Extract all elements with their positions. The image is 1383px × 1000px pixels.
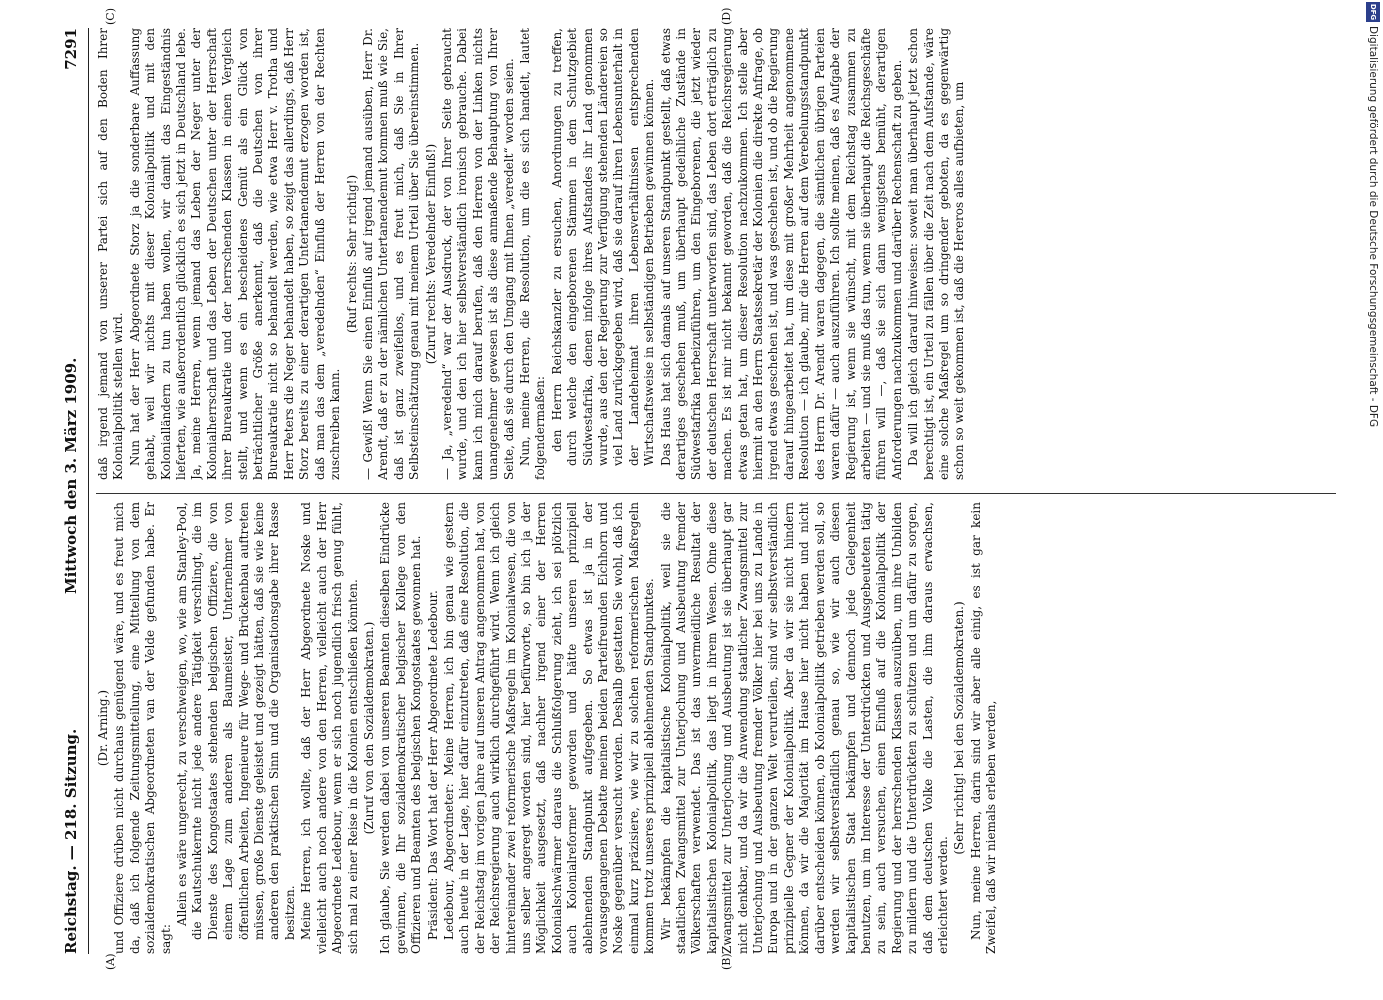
dfg-logo: DFG <box>1366 2 1380 22</box>
column-divider <box>96 493 1336 494</box>
right-column <box>96 28 1336 480</box>
speaker-paragraph: Ledebour, Abgeordneter: Meine Herren, ich bin genau wie gestern auch heute in der Lage, hier dafür einzutreten, daß eine Resolution, die der Reichstag im vorigen Jahre auf unseren Antrag angenommen hat, von der Reichsregierung auch wirklich durchgeführt wird. Wenn ich gleich hintereinander zwei reformerische Maßregeln im Kolonialwesen, die von uns selber angeregt worden sind, hier befürworte, so bin ich ja der Möglichkeit ausgesetzt, daß nachher irgend einer der Herren Kolonialschwärmer daraus die Schlußfolgerung zieht, ich sei plötzlich auch Kolonialreformer geworden und hätte unseren prinzipiell ablehnenden Standpunkt aufgegeben. So etwas ist ja in der vorausgegangenen Debatte meinen beiden Parteifreunden Eichhorn und Noske gegenüber versucht worden. Deshalb gestatten Sie wohl, daß ich einmal kurz präzisiere, wie wir zu solchen reformerischen Maßregeln kommen trotz unseres prinzipiell ablehnenden Standpunktes. <box>441 502 657 954</box>
margin-marker-b: (B) <box>720 953 733 970</box>
interjection: (Zuruf von den Sozialdemokraten.) <box>361 621 376 835</box>
interjection: (Zuruf rechts: Veredelnder Einfluß!) <box>423 143 438 365</box>
paragraph: Nun hat der Herr Abgeordnete Storz ja die sonderbare Auffassung gehabt, weil wir nichts mit dieser Kolonialpolitik und mit den Kolonialländern zu tun haben wollen, wir damit das Eingeständnis lieferten, wie außerordentlich glücklich es sich jetzt in Deutschland lebe. Ja, meine Herren, wenn jemand das Leben der Neger unter der Kolonialherrschaft und das Leben der Deutschen unter der Herrschaft ihrer Bureaukratie und der herrschenden Klassen in einen Vergleich stellt, und wenn es ein bescheidenes Gemüt als ein Glück von beträchtlicher Größe anerkennt, daß die Deutschen von ihrer Bureaukratie nicht so behandelt werden, wie etwa Herr v. Trotha und Herr Peters die Neger behandelt haben, so zeigt das allerdings, daß Herr Storz bereits zu einer derartigen Untertanendemut erzogen worden ist, daß man das dem „veredelnden“ Einfluß der Herren von der Rechten zuschreiben kann. <box>127 28 343 480</box>
digitization-credit <box>1362 0 1382 1000</box>
paragraph: Wir bekämpfen die kapitalistische Kolonialpolitik, weil sie die staatlichen Zwangsmittel zur Unterjochung und Ausbeutung fremder Völkerschaften verwendet. Das ist das unvermeidliche Resultat der kapitalistischen Kolonialpolitik, das liegt in ihrem Wesen. Ohne diese Zwangsmittel zur Unterjochung und Ausbeutung ist sie überhaupt gar nicht denkbar, und da wir die Anwendung staatlicher Zwangsmittel zur Unterjochung und Ausbeutung fremder Völker hier bei uns zu Lande in Europa und in der ganzen Welt verurteilen, sind wir selbstverständlich prinzipielle Gegner der Kolonialpolitik. Aber da wir sie nicht hindern können, da wir die Majorität im Hause hier nicht haben und nicht darüber entscheiden können, ob Kolonialpolitik getrieben werden soll, so werden wir selbstverständlich genau so, wie wir auch diesen kapitalistischen Staat bekämpfen und dennoch jede Gelegenheit benutzen, um im Interesse der Unterdrückten und Ausgebeuteten tätig zu sein, auch versuchen, einen Einfluß auf die Kolonialpolitik der Regierung und der herrschenden Klassen auszuüben, um ihre Unbilden zu mildern und die Unterdrückten zu schützen und um dafür zu sorgen, daß dem deutschen Volke die Lasten, die ihm daraus erwachsen, erleichtert werden. <box>658 502 950 954</box>
interjection: (Sehr richtig! bei den Sozialdemokraten.) <box>952 601 967 855</box>
paragraph: Da will ich gleich darauf hinweisen: soweit man überhaupt jetzt schon berechtigt ist, ein Urteil zu fällen über die Zeit nach dem Aufstande, wäre eine solche Maßregel um so dringender geboten, da es gegenwärtig schon so weit gekommen ist, daß die Hereros alles aufbieten, um <box>906 28 967 480</box>
quote-paragraph: Allein es wäre ungerecht, zu verschweigen, wo, wie am Stanley-Pool, die Kautschukernte nicht jede andere Tätigkeit verschlingt, die im Dienste des Kongostaates stehenden belgischen Offiziere, die von einem Lage zum anderen als Baumeister, Unternehmer von öffentlichen Arbeiten, Ingenieure für Wege- und Brückenbau auftreten müssen, große Dienste geleistet und gezeigt hätten, daß sie wie keine anderen den praktischen Sinn und die Organisationsgabe ihrer Rasse besitzen. <box>175 502 297 940</box>
speaker-label: (Dr. Arning.) <box>96 689 110 767</box>
page-header <box>62 28 86 954</box>
margin-marker-c: (C) <box>104 8 117 25</box>
page-number: 7291 <box>62 28 80 70</box>
paragraph: — Ja, „veredelnd“ war der Ausdruck, der von Ihrer Seite gebraucht wurde, und den ich hier selbstverständlich ironisch gebrauche. Dabei kann ich mich darauf berufen, daß den Herren von der Linken nichts unangenehmer gewesen ist als diese anmaßende Behauptung von Ihrer Seite, daß sie durch den Umgang mit Ihnen „veredelt“ worden seien. <box>439 28 516 480</box>
paragraph: Meine Herren, ich wollte, daß der Herr Abgeordnete Noske und vielleicht auch noch andere von den Herren, vielleicht auch der Herr Abgeordnete Ledebour, wenn er sich noch jugendlich frisch genug fühlt, sich mal zu einer Reise in die Kolonien entschließen könnten. <box>299 502 360 954</box>
margin-marker-a: (A) <box>104 953 117 970</box>
left-column <box>96 502 1336 954</box>
quote-paragraph: den Herrn Reichskanzler zu ersuchen, Anordnungen zu treffen, durch welche den eingeborenen Stämmen in dem Schutzgebiet Südwestafrika, denen infolge ihres Aufstandes ihr Land genommen wurde, aus den der Regierung zur Verfügung stehenden Ländereien so viel Land zurückgegeben wird, daß sie darauf ihren Lebensunterhalt in der Landeheimat ihren Lebensverhältnissen entsprechenden Wirtschaftsweise in selbständigen Betrieben gewinnen können. <box>549 28 657 466</box>
paragraph: Ich glaube, Sie werden dabei von unseren Beamten dieselben Eindrücke gewinnen, die Ihr sozialdemokratischer belgischer Kollege von den Offizieren und Beamten des belgischen Kongostaates gewonnen hat. <box>378 502 424 954</box>
margin-marker-d: (D) <box>720 7 733 25</box>
interjection: (Ruf rechts: Sehr richtig!) <box>344 174 359 334</box>
paragraph: daß irgend jemand von unserer Partei sich auf den Boden Ihrer Kolonialpolitik stellen wird. <box>96 28 126 480</box>
paragraph: und Offiziere drüben nicht durchaus genügend wäre, und es freut mich da, daß ich folgende Zeitungsmitteilung, eine Mitteilung von dem sozialdemokratischen Abgeordneten van der Velde gefunden habe. Er sagt: <box>112 502 173 954</box>
credit-text: Digitalisierung gefördert durch die Deutsche Forschungsgemeinschaft - DFG <box>1367 26 1379 428</box>
header-date: Mittwoch den 3. März 1909. <box>62 357 80 594</box>
paragraph: Das Haus hat sich damals auf unseren Standpunkt gestellt, daß etwas derartiges geschehen muß, um überhaupt gedeihliche Zustände in Südwestafrika herbeizuführen, um den Eingeborenen, die jetzt wieder der deutschen Herrschaft unterworfen sind, das Leben dort erträglich zu machen. Es ist mir nicht bekannt geworden, daß die Reichsregierung etwas getan hat, um dieser Resolution nachzukommen. Ich stelle aber hiermit an den Herrn Staatssekretär der Kolonien die direkte Anfrage, ob irgend etwas geschehen ist, und was geschehen ist, und ob die Regierung darauf hingearbeitet hat, um diese mit großer Mehrheit angenommene Resolution — ich glaube, mir die Herren auf dem Verebelungsstandpunkt des Herrn Dr. Arendt waren dagegen, die sämtlichen übrigen Parteien waren dafür — auch auszuführen. Ich sollte meinen, daß es Aufgabe der Regierung ist, wenn sie wünscht, mit dem Reichstag zusammen zu arbeiten — und sie muß das tun, wenn sie überhaupt die Reichsgeschäfte führen will —, daß sie sich dann wenigstens bemüht, derartigen Anforderungen nachzukommen und darüber Rechenschaft zu geben. <box>658 28 904 480</box>
header-left: Reichstag. — 218. Sitzung. <box>62 728 80 954</box>
paragraph: — Gewiß! Wenn Sie einen Einfluß auf irgend jemand ausüben, Herr Dr. Arendt, daß er zu der nämlichen Untertanendemut kommen muß wie Sie, daß ist ganz zweifellos, und es freut mich, daß Sie in Ihrer Selbsteinschätzung genau mit meinem Urteil über Sie übereinstimmen. <box>360 28 422 480</box>
header-rule <box>88 28 89 954</box>
paragraph: Nun, meine Herren, die Resolution, um die es sich handelt, lautet folgendermaßen: <box>517 28 548 480</box>
president-statement: Präsident: Das Wort hat der Herr Abgeordnete Ledebour. <box>425 590 440 940</box>
paragraph: Nun, meine Herren, darin sind wir aber alle einig, es ist gar kein Zweifel, daß wir niemals erleben werden, <box>968 502 999 954</box>
